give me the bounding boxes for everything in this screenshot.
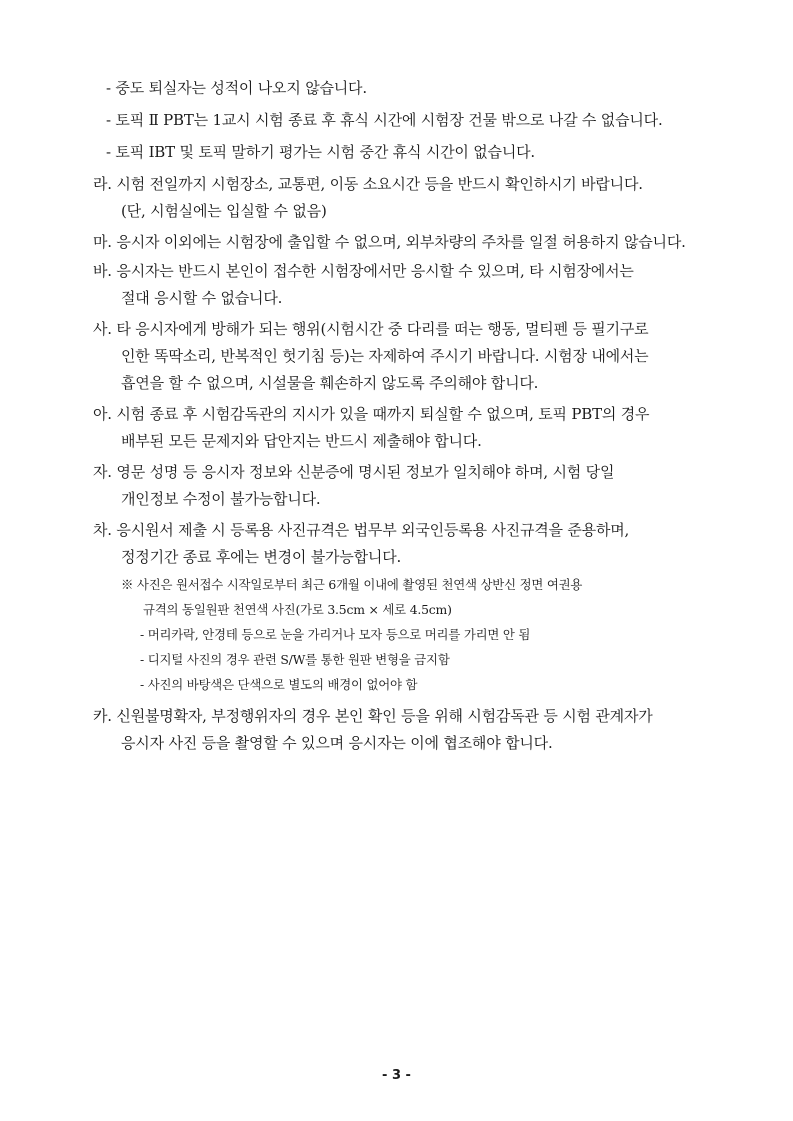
notice-item-ra-continued: (단, 시험실에는 입실할 수 없음) [121,202,327,220]
notice-dash-item: - 토픽 IBT 및 토픽 말하기 평가는 시험 중간 휴식 시간이 없습니다. [106,143,536,161]
notice-item-ra: 라. 시험 전일까지 시험장소, 교통편, 이동 소요시간 등을 반드시 확인하시기 바랍니다. [93,175,643,193]
notice-item-ma: 마. 응시자 이외에는 시험장에 출입할 수 없으며, 외부차량의 주차를 일절 허용하지 않습니다. [93,233,686,251]
notice-item-sa-continued: 흡연을 할 수 없으며, 시설물을 훼손하지 않도록 주의해야 합니다. [121,374,539,392]
page-number: - 3 - [382,1068,411,1083]
photo-requirement-note: ※ 사진은 원서접수 시작일로부터 최근 6개월 이내에 촬영된 천연색 상반신 정면 여권용 [121,577,583,592]
photo-rule-item: - 사진의 바탕색은 단색으로 별도의 배경이 없어야 함 [140,677,418,692]
notice-dash-item: - 토픽 Ⅱ PBT는 1교시 시험 종료 후 휴식 시간에 시험장 건물 밖으로 나갈 수 없습니다. [106,111,663,129]
notice-item-a: 아. 시험 종료 후 시험감독관의 지시가 있을 때까지 퇴실할 수 없으며, 토픽 PBT의 경우 [93,405,650,423]
notice-item-sa-continued: 인한 똑딱소리, 반복적인 헛기침 등)는 자제하여 주시기 바랍니다. 시험장 내에서는 [121,347,649,365]
notice-item-ba: 바. 응시자는 반드시 본인이 접수한 시험장에서만 응시할 수 있으며, 타 시험장에서는 [93,262,634,280]
notice-item-ka: 카. 신원불명확자, 부정행위자의 경우 본인 확인 등을 위해 시험감독관 등 시험 관계자가 [93,707,653,725]
notice-item-cha: 차. 응시원서 제출 시 등록용 사진규격은 법무부 외국인등록용 사진규격을 준용하며, [93,521,630,539]
notice-item-ba-continued: 절대 응시할 수 없습니다. [121,289,283,307]
notice-item-a-continued: 배부된 모든 문제지와 답안지는 반드시 제출해야 합니다. [121,432,482,450]
photo-requirement-note-continued: 규격의 동일원판 천연색 사진(가로 3.5cm × 세로 4.5cm) [143,602,452,617]
notice-item-ja: 자. 영문 성명 등 응시자 정보와 신분증에 명시된 정보가 일치해야 하며, 시험 당일 [93,463,615,481]
notice-dash-item: - 중도 퇴실자는 성적이 나오지 않습니다. [106,79,367,97]
notice-item-ja-continued: 개인정보 수정이 불가능합니다. [121,490,321,508]
notice-item-sa: 사. 타 응시자에게 방해가 되는 행위(시험시간 중 다리를 떠는 행동, 멀티펜 등 필기구로 [93,320,649,338]
photo-rule-item: - 머리카락, 안경테 등으로 눈을 가리거나 모자 등으로 머리를 가리면 안 됨 [140,627,531,642]
photo-rule-item: - 디지털 사진의 경우 관련 S/W를 통한 원판 변형을 금지함 [140,652,450,667]
notice-item-ka-continued: 응시자 사진 등을 촬영할 수 있으며 응시자는 이에 협조해야 합니다. [121,734,553,752]
notice-item-cha-continued: 정정기간 종료 후에는 변경이 불가능합니다. [121,548,402,566]
